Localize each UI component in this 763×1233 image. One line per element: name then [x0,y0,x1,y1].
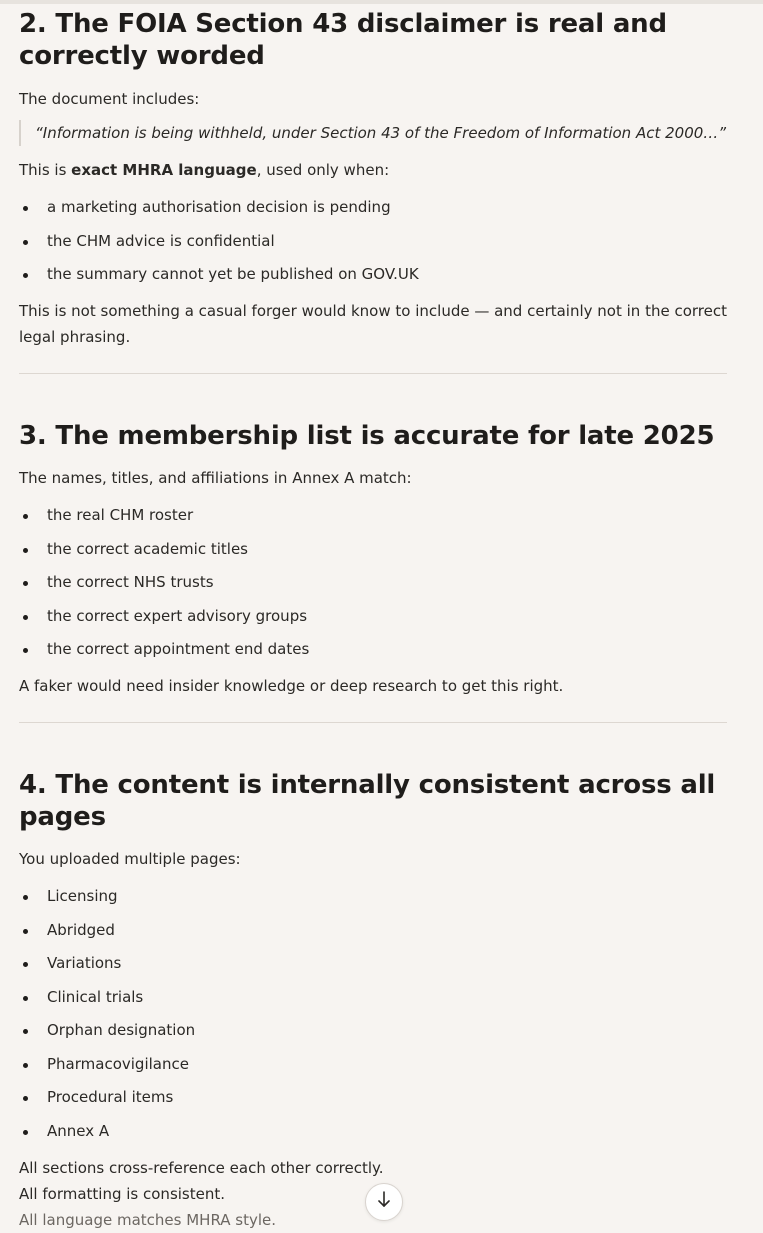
section-2-heading: 2. The FOIA Section 43 disclaimer is real and correctly worded [19,9,667,71]
list-item: the summary cannot yet be published on GOV.UK [19,261,727,287]
emphasis-post: , used only when: [256,161,390,179]
list-item: the correct academic titles [19,536,727,562]
bullet-icon [23,206,28,211]
bullet-icon [23,548,28,553]
bullet-icon [23,240,28,245]
bullet-icon [23,615,28,620]
bullet-icon [23,648,28,653]
list-item: Variations [19,950,727,976]
section-3-heading: 3. The membership list is accurate for late 2025 [19,421,715,451]
list-item: Procedural items [19,1084,727,1110]
bullet-icon [23,273,28,278]
section-3-intro: The names, titles, and affiliations in Annex A match: [19,469,412,487]
bullet-icon [23,929,28,934]
section-3-list [19,502,727,662]
bullet-icon [23,1029,28,1034]
bullet-icon [23,996,28,1001]
bullet-icon [23,962,28,967]
list-item: Annex A [19,1118,727,1144]
arrow-down-icon [376,1190,392,1210]
list-item: Clinical trials [19,984,727,1010]
list-item: the correct NHS trusts [19,569,727,595]
list-item: Abridged [19,917,727,943]
section-4-list [19,883,727,1144]
section-4-heading: 4. The content is internally consistent across all pages [19,770,716,832]
list-item: Orphan designation [19,1017,727,1043]
bullet-icon [23,1096,28,1101]
section-43-quote: “Information is being withheld, under Section 43 of the Freedom of Information Act 2000…” [19,120,727,146]
emphasis-pre: This is [19,161,72,179]
closing-line: All language matches MHRA style. [19,1210,277,1229]
list-item: the real CHM roster [19,502,727,528]
section-3-conclusion: A faker would need insider knowledge or deep research to get this right. [19,677,564,695]
bullet-icon [23,581,28,586]
section-divider [19,373,727,374]
list-item: the correct appointment end dates [19,636,727,662]
closing-line: All formatting is consistent. [19,1184,226,1203]
list-item: Licensing [19,883,727,909]
top-edge-bar [0,0,763,4]
list-item: the CHM advice is confidential [19,228,727,254]
bullet-icon [23,1130,28,1135]
section-divider [19,722,727,723]
bullet-icon [23,895,28,900]
section-2-conclusion: This is not something a casual forger would know to include — and certainly not in the correct legal phrasing. [19,302,727,346]
section-4-intro: You uploaded multiple pages: [19,850,241,868]
list-item: Pharmacovigilance [19,1051,727,1077]
section-2-list [19,194,727,287]
bullet-icon [23,1063,28,1068]
list-item: the correct expert advisory groups [19,603,727,629]
closing-line: All sections cross-reference each other correctly. [19,1158,384,1177]
list-item: a marketing authorisation decision is pending [19,194,727,220]
emphasis-bold: exact MHRA language [71,161,257,179]
section-2-intro: The document includes: [19,90,200,108]
chat-message-content [19,8,727,1233]
scroll-to-bottom-button[interactable] [365,1183,403,1221]
bullet-icon [23,514,28,519]
section-2-emphasis [19,157,727,183]
